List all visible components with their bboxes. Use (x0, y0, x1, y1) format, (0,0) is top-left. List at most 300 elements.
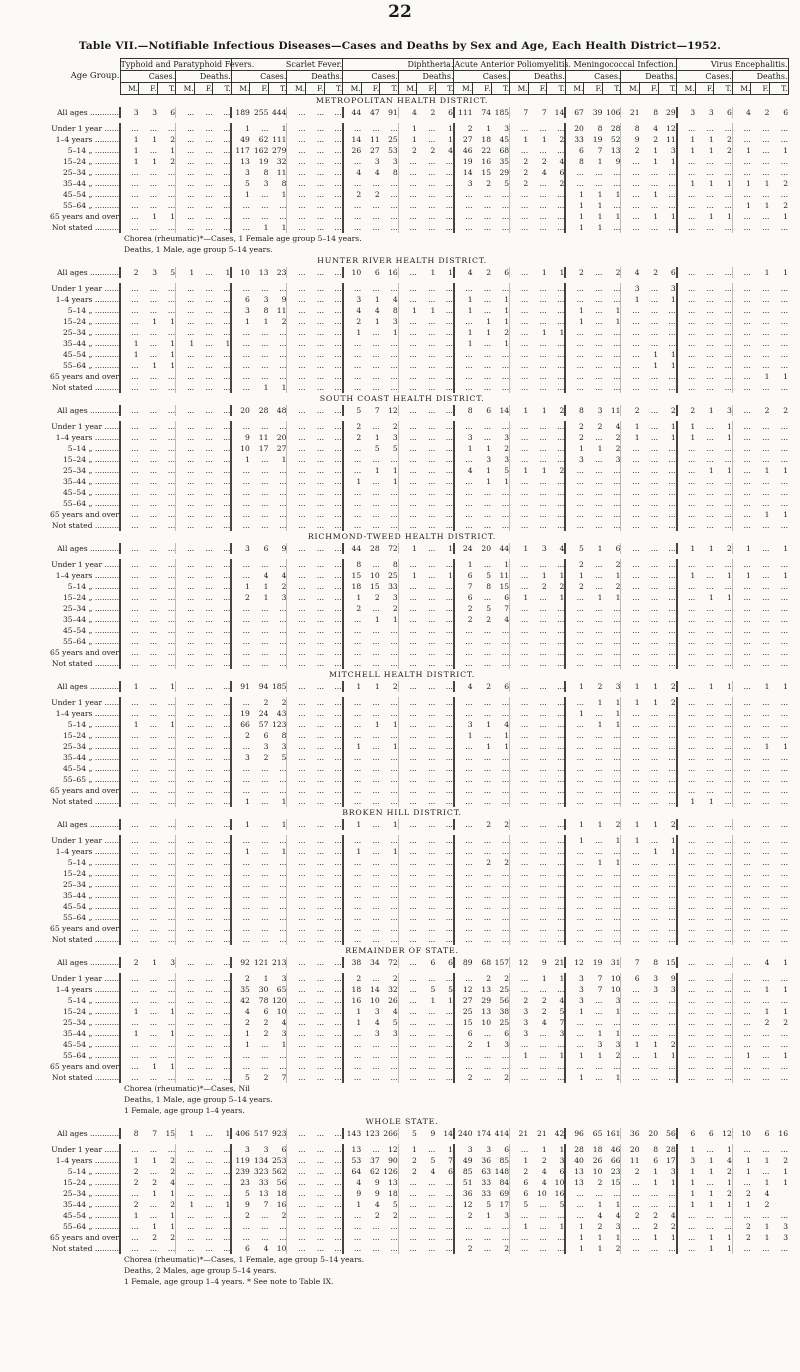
table-cell: 21 (554, 958, 565, 967)
table-cell: ... (343, 835, 362, 846)
footnote: Deaths, 1 Male, age group 5–14 years. (124, 245, 273, 254)
table-cell: ... (334, 295, 342, 304)
table-cell: 1 (176, 1199, 195, 1210)
table-cell: ... (445, 1051, 453, 1060)
sex-header: F. (306, 83, 325, 95)
table-cell: ... (510, 912, 529, 923)
table-cell: ... (445, 499, 453, 508)
table-cell: ... (762, 731, 770, 740)
table-cell: 1 (152, 1189, 158, 1198)
table-cell: ... (565, 1061, 584, 1072)
table-cell: 126 (383, 1167, 398, 1176)
table-cell: ... (762, 698, 770, 707)
table-cell: 3 (374, 1029, 380, 1038)
table-cell: ... (650, 709, 659, 718)
table-cell: 1 (670, 847, 676, 856)
table-cell: 1 (764, 1233, 770, 1242)
age-label: All ages ............ (57, 406, 119, 415)
table-cell: 2 (170, 1200, 176, 1209)
table-cell: ... (372, 709, 380, 718)
table-cell: ... (167, 1040, 176, 1049)
table-cell: ... (231, 476, 250, 487)
table-cell: ... (762, 869, 770, 878)
table-cell: ... (724, 1007, 732, 1016)
table-cell: ... (390, 880, 398, 889)
table-cell: ... (287, 730, 306, 741)
table-cell: 33 (481, 1178, 492, 1187)
table-cell: ... (724, 1018, 732, 1027)
age-label: 65 years and over (49, 786, 119, 795)
table-cell: 1 (732, 543, 751, 554)
table-cell: ... (223, 709, 231, 718)
sex-header: F. (194, 83, 213, 95)
table-cell: ... (595, 372, 603, 381)
table-cell: ... (445, 1040, 453, 1049)
table-cell: ... (732, 382, 751, 393)
table-cell: 5 (559, 1007, 565, 1016)
table-cell: 14 (443, 1129, 453, 1138)
table-cell: ... (706, 902, 714, 911)
table-cell: 4 (559, 544, 565, 553)
table-cell: 1 (653, 146, 659, 155)
table-cell: ... (706, 295, 714, 304)
table-cell: ... (724, 1062, 732, 1071)
table-cell: ... (279, 499, 287, 508)
table-cell: 10 (592, 1167, 603, 1176)
table-cell: 2 (374, 1211, 380, 1220)
table-cell: 3 (504, 124, 510, 133)
table-cell: ... (261, 891, 269, 900)
table-cell: ... (223, 820, 231, 829)
table-cell: 51 (454, 1177, 473, 1188)
table-cell: ... (176, 697, 195, 708)
table-cell: 1 (343, 1006, 362, 1017)
table-cell: ... (261, 477, 269, 486)
table-cell: ... (390, 190, 398, 199)
table-cell: ... (780, 731, 789, 740)
table-cell: ... (223, 902, 231, 911)
table-cell: ... (732, 957, 751, 968)
table-cell: ... (223, 521, 231, 530)
table-cell: ... (539, 985, 547, 994)
table-cell: ... (287, 1188, 306, 1199)
table-cell: ... (724, 935, 732, 944)
sex-header: T. (380, 83, 399, 95)
table-cell: ... (650, 913, 659, 922)
age-label: Under 1 year ...... (51, 422, 119, 431)
table-cell: ... (334, 284, 342, 293)
table-cell: ... (316, 295, 325, 304)
table-cell: ... (510, 371, 529, 382)
district-title: METROPOLITAN HEALTH DISTRICT. (315, 96, 489, 105)
table-cell: ... (149, 731, 158, 740)
table-cell: ... (205, 350, 213, 359)
table-cell: 1 (726, 682, 732, 691)
table-cell: 2 (343, 421, 362, 432)
table-cell: ... (613, 295, 621, 304)
table-cell: ... (176, 476, 195, 487)
table-cell: ... (557, 1233, 565, 1242)
age-label: Under 1 year ...... (51, 836, 119, 845)
table-cell: 1 (281, 223, 287, 232)
table-cell: ... (120, 1072, 139, 1083)
sex-header: F. (361, 83, 380, 95)
table-cell: ... (724, 869, 732, 878)
table-cell: ... (501, 698, 510, 707)
table-cell: 1 (448, 124, 453, 133)
table-cell: ... (316, 544, 325, 553)
table-cell: ... (287, 1144, 306, 1155)
table-cell: ... (167, 284, 176, 293)
table-cell: 185 (271, 682, 287, 691)
table-cell: ... (120, 123, 139, 134)
table-cell: 2 (504, 1244, 510, 1253)
table-cell: ... (372, 201, 380, 210)
table-cell: ... (557, 924, 565, 933)
table-cell: 1 (231, 1028, 250, 1039)
table-cell: ... (176, 1243, 195, 1254)
table-cell: ... (223, 720, 231, 729)
table-cell: ... (668, 510, 676, 519)
table-cell: 15 (343, 570, 362, 581)
table-cell: 1 (621, 432, 640, 443)
table-cell: ... (343, 868, 362, 879)
table-cell: 53 (343, 1155, 362, 1166)
table-cell: ... (372, 1222, 380, 1231)
table-cell: ... (668, 1018, 676, 1027)
table-cell: 1 (653, 190, 659, 199)
table-cell: ... (167, 626, 176, 635)
table-cell: ... (621, 846, 640, 857)
table-cell: 3 (615, 996, 621, 1005)
age-label: 15–24 „ .......... (62, 317, 119, 326)
table-cell: ... (650, 433, 659, 442)
table-cell: ... (316, 1051, 325, 1060)
table-cell: ... (565, 603, 584, 614)
table-cell: 4 (670, 1211, 676, 1220)
table-cell: ... (650, 659, 659, 668)
table-cell: ... (334, 499, 342, 508)
table-cell: ... (372, 1051, 380, 1060)
table-cell: ... (565, 487, 584, 498)
table-cell: ... (732, 294, 751, 305)
table-cell: 1 (764, 510, 770, 519)
table-cell: ... (762, 544, 770, 553)
table-cell: 1 (783, 742, 789, 751)
table-cell: ... (176, 1039, 195, 1050)
table-cell: ... (724, 974, 732, 983)
table-cell: ... (677, 995, 696, 1006)
table-cell: ... (677, 973, 696, 984)
table-cell: ... (205, 422, 213, 431)
table-cell: ... (557, 659, 565, 668)
table-cell: ... (780, 477, 789, 486)
table-cell: 1 (764, 985, 770, 994)
table-cell: 5 (448, 985, 453, 994)
table-cell: ... (231, 222, 250, 233)
table-row (16, 316, 788, 327)
table-cell: ... (149, 1244, 158, 1253)
table-cell: 25 (499, 1018, 510, 1027)
age-label: 55–64 „ .......... (62, 499, 119, 508)
table-cell: ... (223, 433, 231, 442)
table-cell: 1 (783, 466, 789, 475)
table-cell: 1 (615, 190, 621, 199)
table-cell: ... (316, 1029, 325, 1038)
table-cell: 13 (231, 156, 250, 167)
table-cell: ... (621, 559, 640, 570)
table-cell: ... (428, 560, 436, 569)
table-cell: ... (287, 752, 306, 763)
table-cell: ... (445, 869, 453, 878)
table-cell: ... (650, 179, 659, 188)
table-cell: ... (780, 433, 789, 442)
table-cell: ... (390, 891, 398, 900)
table-cell: ... (650, 836, 659, 845)
table-cell: ... (428, 124, 436, 133)
table-cell: 2 (565, 267, 584, 278)
table-cell: ... (483, 593, 492, 602)
table-cell: 17 (258, 444, 269, 453)
table-cell: ... (557, 433, 565, 442)
table-cell: 1 (486, 328, 492, 337)
table-cell: 1 (764, 1222, 770, 1231)
table-cell: ... (732, 465, 751, 476)
table-cell: ... (621, 465, 640, 476)
table-cell: 2 (559, 179, 565, 188)
table-cell: 10 (554, 1178, 565, 1187)
table-cell: ... (334, 179, 342, 188)
table-cell: ... (445, 731, 453, 740)
table-cell: ... (398, 1028, 417, 1039)
table-cell: ... (223, 797, 231, 806)
age-label: 55–64 „ .......... (62, 201, 119, 210)
table-cell: 1 (225, 1200, 231, 1209)
table-cell: ... (677, 592, 696, 603)
table-cell: 1 (615, 1007, 621, 1016)
table-cell: ... (167, 433, 176, 442)
table-cell: ... (205, 891, 213, 900)
table-cell: ... (724, 698, 732, 707)
table-cell: ... (428, 1211, 436, 1220)
table-cell: ... (120, 984, 139, 995)
table-cell: 1 (510, 1221, 529, 1232)
table-cell: ... (732, 520, 751, 531)
table-cell: 1 (677, 134, 696, 145)
table-cell: ... (510, 570, 529, 581)
table-cell: 6 (263, 731, 269, 740)
table-cell: ... (287, 294, 306, 305)
table-cell: 2 (486, 615, 492, 624)
table-cell: 7 (541, 108, 547, 117)
table-cell: ... (390, 1073, 398, 1082)
table-cell: ... (316, 571, 325, 580)
table-cell: ... (762, 135, 770, 144)
table-cell: ... (334, 731, 342, 740)
table-cell: ... (287, 592, 306, 603)
table-cell: ... (390, 797, 398, 806)
table-cell: ... (780, 698, 789, 707)
table-cell: ... (398, 454, 417, 465)
table-cell: ... (668, 179, 676, 188)
table-cell: ... (334, 1073, 342, 1082)
table-cell: ... (621, 741, 640, 752)
table-cell: ... (372, 1040, 380, 1049)
table-cell: 6 (653, 1156, 659, 1165)
table-cell: 7 (281, 1073, 287, 1082)
table-cell: ... (595, 560, 603, 569)
table-cell: ... (316, 488, 325, 497)
table-cell: ... (231, 658, 250, 669)
table-cell: ... (780, 361, 789, 370)
table-cell: 26 (388, 996, 398, 1005)
table-cell: ... (223, 406, 231, 415)
table-cell: ... (650, 604, 659, 613)
table-cell: ... (445, 284, 453, 293)
table-cell: ... (483, 869, 492, 878)
table-cell: ... (231, 360, 250, 371)
table-cell: ... (334, 466, 342, 475)
deaths-header: Deaths. (621, 71, 677, 83)
age-label: 25–34 „ .......... (62, 604, 119, 613)
table-cell: 2 (670, 698, 676, 707)
sex-header: F. (250, 83, 269, 95)
table-cell: ... (539, 212, 547, 221)
table-cell: ... (390, 1051, 398, 1060)
table-cell: ... (501, 753, 510, 762)
table-cell: ... (677, 1028, 696, 1039)
cases-header: Cases. (231, 71, 287, 83)
table-cell: ... (428, 797, 436, 806)
table-cell: 3 (454, 178, 473, 189)
disease-header: Scarlet Fever. (231, 59, 342, 71)
table-cell: ... (223, 350, 231, 359)
table-cell: 279 (271, 146, 287, 155)
table-cell: ... (445, 168, 453, 177)
table-cell: ... (287, 222, 306, 233)
table-cell: ... (343, 774, 362, 785)
table-cell: 3 (231, 543, 250, 554)
table-cell: ... (120, 327, 139, 338)
table-cell: ... (287, 123, 306, 134)
table-cell: ... (287, 636, 306, 647)
table-cell: ... (762, 593, 770, 602)
table-cell: ... (668, 659, 676, 668)
age-label: All ages ............ (57, 820, 119, 829)
table-cell: 1 (726, 212, 732, 221)
table-cell: ... (677, 382, 696, 393)
table-cell: ... (231, 498, 250, 509)
age-label: 5–14 „ .......... (67, 858, 119, 867)
table-cell: ... (149, 571, 158, 580)
table-cell: 4 (541, 1178, 547, 1187)
table-cell: ... (706, 924, 714, 933)
table-cell: ... (334, 847, 342, 856)
table-cell: ... (223, 786, 231, 795)
table-cell: 1 (559, 1222, 565, 1231)
table-cell: ... (762, 284, 770, 293)
table-cell: ... (445, 1018, 453, 1027)
table-cell: ... (167, 1018, 176, 1027)
table-cell: ... (316, 880, 325, 889)
table-cell: ... (677, 658, 696, 669)
table-cell: 10 (370, 996, 380, 1005)
table-cell: 28 (666, 1145, 676, 1154)
table-cell: ... (176, 1061, 195, 1072)
table-cell: ... (279, 477, 287, 486)
table-cell: ... (334, 201, 342, 210)
table-cell: 9 (374, 1178, 380, 1187)
age-label: 25–34 „ .......... (62, 168, 119, 177)
table-row (16, 222, 788, 233)
table-cell: ... (398, 708, 417, 719)
table-cell: ... (732, 360, 751, 371)
table-cell: 1 (708, 212, 714, 221)
table-cell: 8 (486, 582, 492, 591)
table-cell: 4 (398, 107, 417, 118)
table-cell: ... (231, 1221, 250, 1232)
table-cell: ... (316, 1211, 325, 1220)
table-cell: 3 (263, 295, 269, 304)
table-cell: ... (149, 444, 158, 453)
table-cell: 1 (152, 958, 158, 967)
table-cell: 1 (398, 123, 417, 134)
table-cell: ... (780, 350, 789, 359)
table-cell: ... (501, 201, 510, 210)
table-cell: ... (557, 709, 565, 718)
table-cell: 8 (454, 405, 473, 416)
table-cell: ... (706, 709, 714, 718)
table-cell: ... (454, 697, 473, 708)
table-cell: 2 (565, 432, 584, 443)
table-cell: 1 (120, 1028, 139, 1039)
table-cell: ... (149, 477, 158, 486)
table-cell: ... (565, 382, 584, 393)
table-cell: 2 (504, 328, 510, 337)
table-cell: ... (668, 869, 676, 878)
table-cell: 1 (448, 1145, 453, 1154)
table-cell: 1 (486, 720, 492, 729)
table-cell: ... (565, 349, 584, 360)
table-cell: ... (677, 1221, 696, 1232)
table-cell: ... (176, 305, 195, 316)
table-cell: ... (316, 924, 325, 933)
table-cell: ... (539, 648, 547, 657)
table-cell: 25 (388, 135, 398, 144)
table-row (16, 134, 788, 145)
table-cell: 1 (343, 1017, 362, 1028)
table-cell: 1 (732, 145, 751, 156)
table-cell: ... (780, 444, 789, 453)
table-cell: ... (668, 709, 676, 718)
table-row (16, 1188, 788, 1199)
table-cell: 10 (231, 267, 250, 278)
table-cell: ... (176, 498, 195, 509)
table-cell: 19 (231, 708, 250, 719)
table-cell: 2 (615, 444, 621, 453)
table-cell: ... (223, 1233, 231, 1242)
table-cell: ... (223, 444, 231, 453)
table-cell: ... (780, 836, 789, 845)
table-cell: 2 (615, 268, 621, 277)
table-cell: ... (287, 405, 306, 416)
sex-header: T. (268, 83, 287, 95)
table-cell: ... (398, 934, 417, 945)
table-cell: ... (149, 753, 158, 762)
table-cell: ... (334, 488, 342, 497)
table-cell: 123 (365, 1129, 380, 1138)
table-cell: ... (445, 764, 453, 773)
